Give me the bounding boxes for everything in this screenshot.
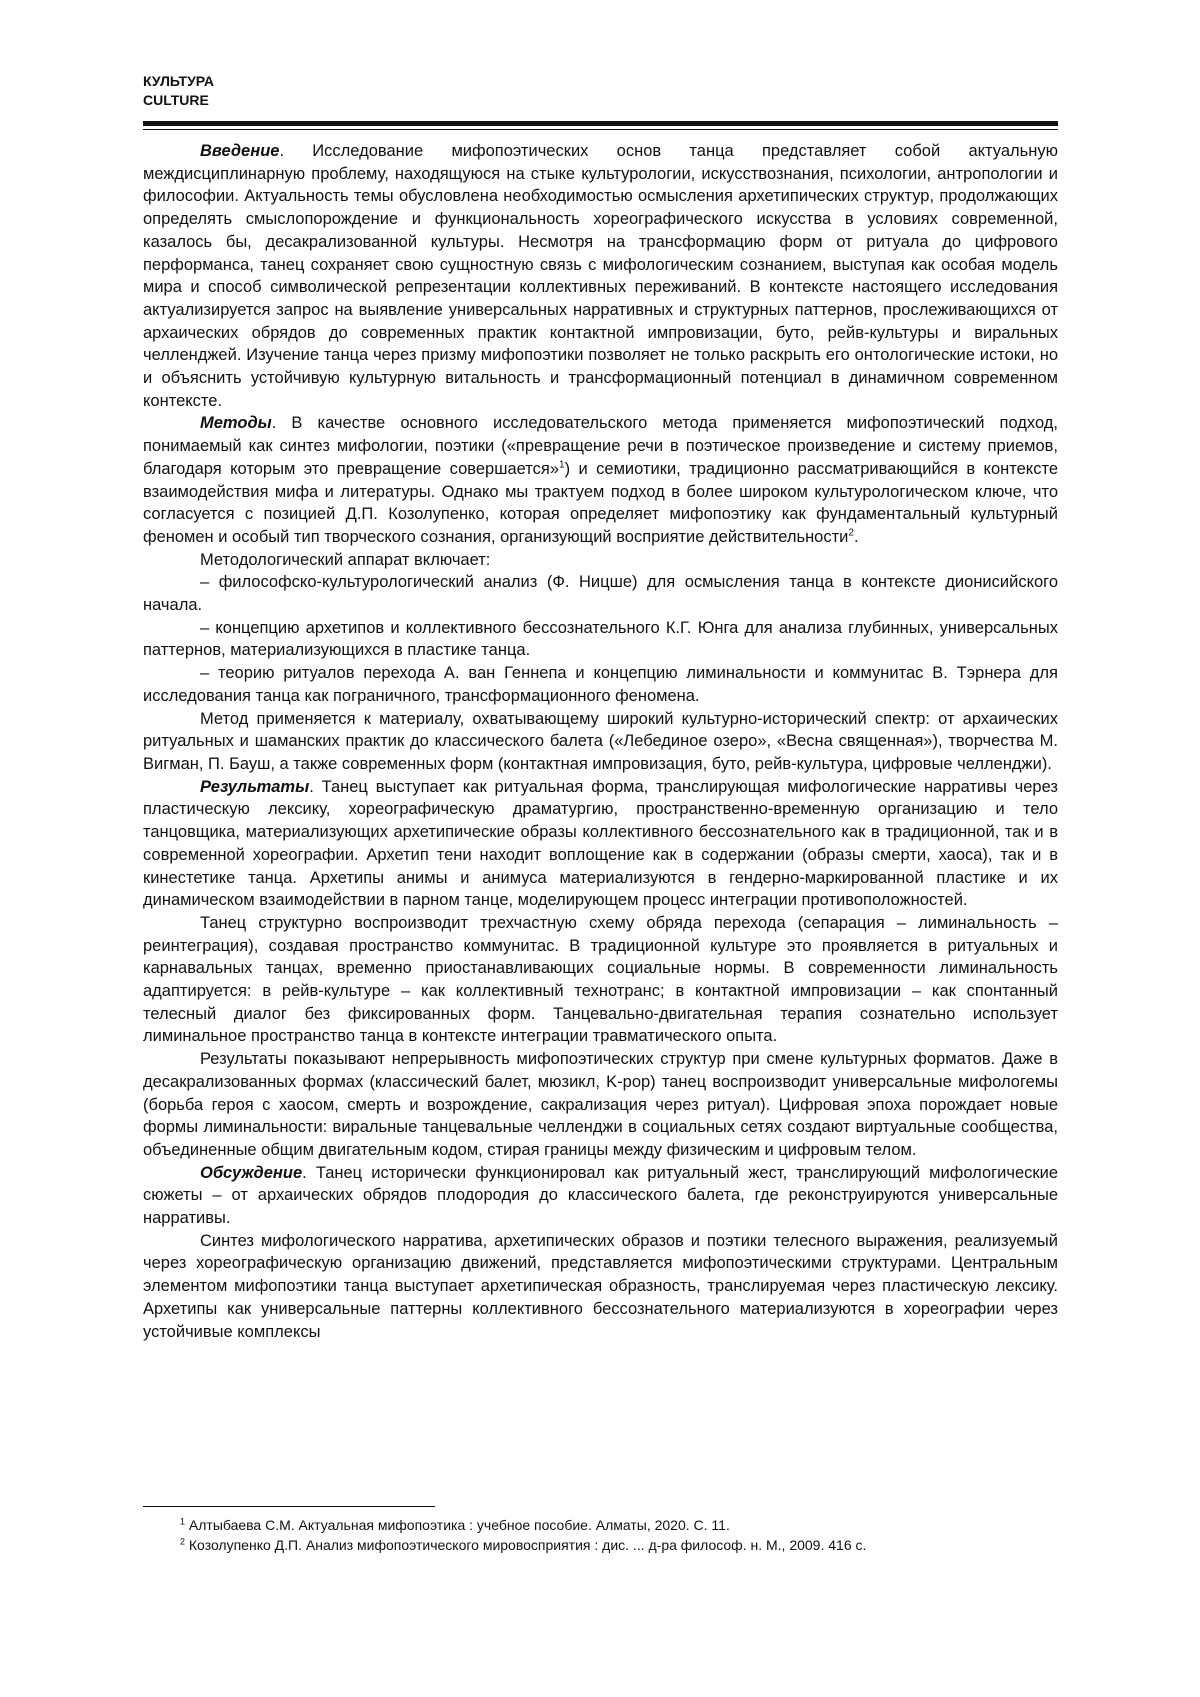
apparatus-item-2: – концепцию архетипов и коллективного бессознательного К.Г. Юнга для анализа глубинных, универсальных паттернов, материализующихся в пластике танца.	[143, 618, 1058, 660]
footnote-separator	[143, 1506, 435, 1507]
intro-text: . Исследование мифопоэтических основ танца представляет собой актуальную междисциплинарную проблему, находящуюся на стыке культурологии, искусствознания, психологии, антропологии и философии. Актуальность темы обусловлена необходимостью осмысления архетипических структур, продолжающих определять смыслопорождение и функциональность хореографического искусства в условиях современной, казалось бы, десакрализованной культуры. Несмотря на трансформацию форм от ритуала до цифрового перформанса, танец сохраняет свою сущностную связь с мифологическим сознанием, выступая как особая модель мира и способ символической репрезентации коллективных переживаний. В контексте настоящего исследования актуализируется запрос на выявление универсальных нарративных и структурных паттернов, прослеживающихся от архаических обрядов до современных практик контактной импровизации, буто, рейв-культуры и виральных челленджей. Изучение танца через призму мифопоэтики позволяет не только раскрыть его онтологические истоки, но и объяснить устойчивую культурную витальность и трансформационный потенциал в динамичном современном контексте.	[143, 142, 1058, 410]
results-lead: Результаты	[200, 777, 310, 796]
results-paragraph-3: Результаты показывают непрерывность мифопоэтических структур при смене культурных форматов. Даже в десакрализованных формах (классический балет, мюзикл, K-pop) танец воспроизводит универсальные мифологемы (борьба героя с хаосом, смерть и возрождение, сакрализация через ритуал). Цифровая эпоха порождает новые формы лиминальности: виральные танцевальные челленджи в социальных сетях создают виртуальные сообщества, объединенные общим двигательным кодом, стирая границы между физическим и цифровым телом.	[143, 1050, 1058, 1159]
methods-text-end: .	[853, 527, 859, 546]
method-material-paragraph: Метод применяется к материалу, охватывающему широкий культурно-исторический спектр: от архаических ритуальных и шаманских практик до классического балета («Лебединое озеро», «Весна священная»), творчества М. Вигман, П. Бауш, а также современных форм (контактная импровизация, буто, рейв-культура, цифровые челленджи).	[143, 709, 1058, 773]
footnote-2	[143, 1535, 1058, 1555]
results-paragraph	[143, 776, 1058, 912]
section-title-ru: КУЛЬТУРА	[143, 73, 215, 89]
footnote-2-text: Козолупенко Д.П. Анализ мифопоэтического мировосприятия : дис. ... д-ра философ. н. М., 2009. 416 с.	[185, 1537, 867, 1553]
section-title-en: CULTURE	[143, 92, 209, 108]
intro-lead: Введение	[200, 142, 280, 160]
footnote-ref-1: 1	[559, 459, 565, 471]
results-paragraph-2: Танец структурно воспроизводит трехчастную схему обряда перехода (сепарация – лиминальность – реинтеграция), создавая пространство коммунитас. В традиционной культуре это проявляется в ритуальных и карнавальных танцах, временно приостанавливающих социальные нормы. В современности лиминальность адаптируется: в рейв-культуре – как коллективный технотранс; в контактной импровизации – как спонтанный телесный диалог без фиксированных форм. Танцевально-двигательная терапия сознательно использует лиминальное пространство танца в контексте интеграции травматического опыта.	[143, 913, 1058, 1046]
discussion-paragraph-2: Синтез мифологического нарратива, архетипических образов и поэтики телесного выражения, реализуемый через хореографическую организацию движений, представляется мифопоэтическими структурами. Центральным элементом мифопоэтики танца выступает архетипическая образность, транслируемая через пластическую лексику. Архетипы как универсальные паттерны коллективного бессознательного материализуются в хореографии через устойчивые комплексы	[143, 1231, 1058, 1341]
header-rule-thin	[143, 129, 1058, 130]
running-header	[143, 72, 214, 110]
footnote-2-mark: 2	[180, 1536, 186, 1547]
footnote-1	[143, 1515, 1058, 1535]
footnotes	[143, 1515, 1058, 1555]
discussion-lead: Обсуждение	[200, 1163, 303, 1182]
intro-paragraph	[143, 140, 1058, 412]
footnote-1-mark: 1	[180, 1516, 186, 1527]
results-text: . Танец выступает как ритуальная форма, транслирующая мифологические нарративы через пластическую лексику, хореографическую драматургию, пространственно-временную организацию и тело танцовщика, материализующих архетипические образы коллективного бессознательного как в традиционной, так и в современной хореографии. Архетип тени находит воплощение как в содержании (образы смерти, хаоса), так и в кинестетике танца. Архетипы анимы и анимуса материализуются в гендерно-маркированной пластике и их динамическом взаимодействии в парном танце, моделирующем процесс интеграции противоположностей.	[143, 777, 1058, 910]
article-body	[143, 140, 1058, 1343]
methods-text-1: . В качестве основного исследовательского метода применяется мифопоэтический подход, понимаемый как синтез мифологии, поэтики («превращение речи в поэтическое произведение и систему приемов, благодаря которым это превращение совершается»	[143, 414, 1058, 478]
discussion-paragraph	[143, 1162, 1058, 1230]
footnote-ref-2: 2	[848, 527, 854, 539]
footnote-1-text: Алтыбаева С.М. Актуальная мифопоэтика : учебное пособие. Алматы, 2020. С. 11.	[185, 1517, 730, 1533]
methods-lead: Методы	[200, 414, 272, 433]
methods-text-2: ) и семиотики, традиционно рассматривающийся в контексте взаимодействия мифа и литературы. Однако мы трактуем подход в более широком культурологическом ключе, что согласуется с позицией Д.П. Козолупенко, которая определяет мифопоэтику как фундаментальный культурный феномен и особый тип творческого сознания, организующий восприятие действительности	[143, 459, 1058, 546]
apparatus-item-3: – теорию ритуалов перехода А. ван Геннепа и концепцию лиминальности и коммунитас В. Тэрнера для исследования танца как пограничного, трансформационного феномена.	[143, 664, 1058, 705]
apparatus-item-1: – философско-культурологический анализ (Ф. Ницше) для осмысления танца в контексте дионисийского начала.	[143, 573, 1058, 615]
discussion-text: . Танец исторически функционировал как ритуальный жест, транслирующий мифологические сюжеты – от архаических обрядов плодородия до классического балета, где реконструируются универсальные нарративы.	[143, 1163, 1058, 1228]
methods-paragraph	[143, 412, 1058, 548]
apparatus-intro: Методологический аппарат включает:	[200, 550, 491, 569]
header-rule-thick	[143, 121, 1058, 126]
